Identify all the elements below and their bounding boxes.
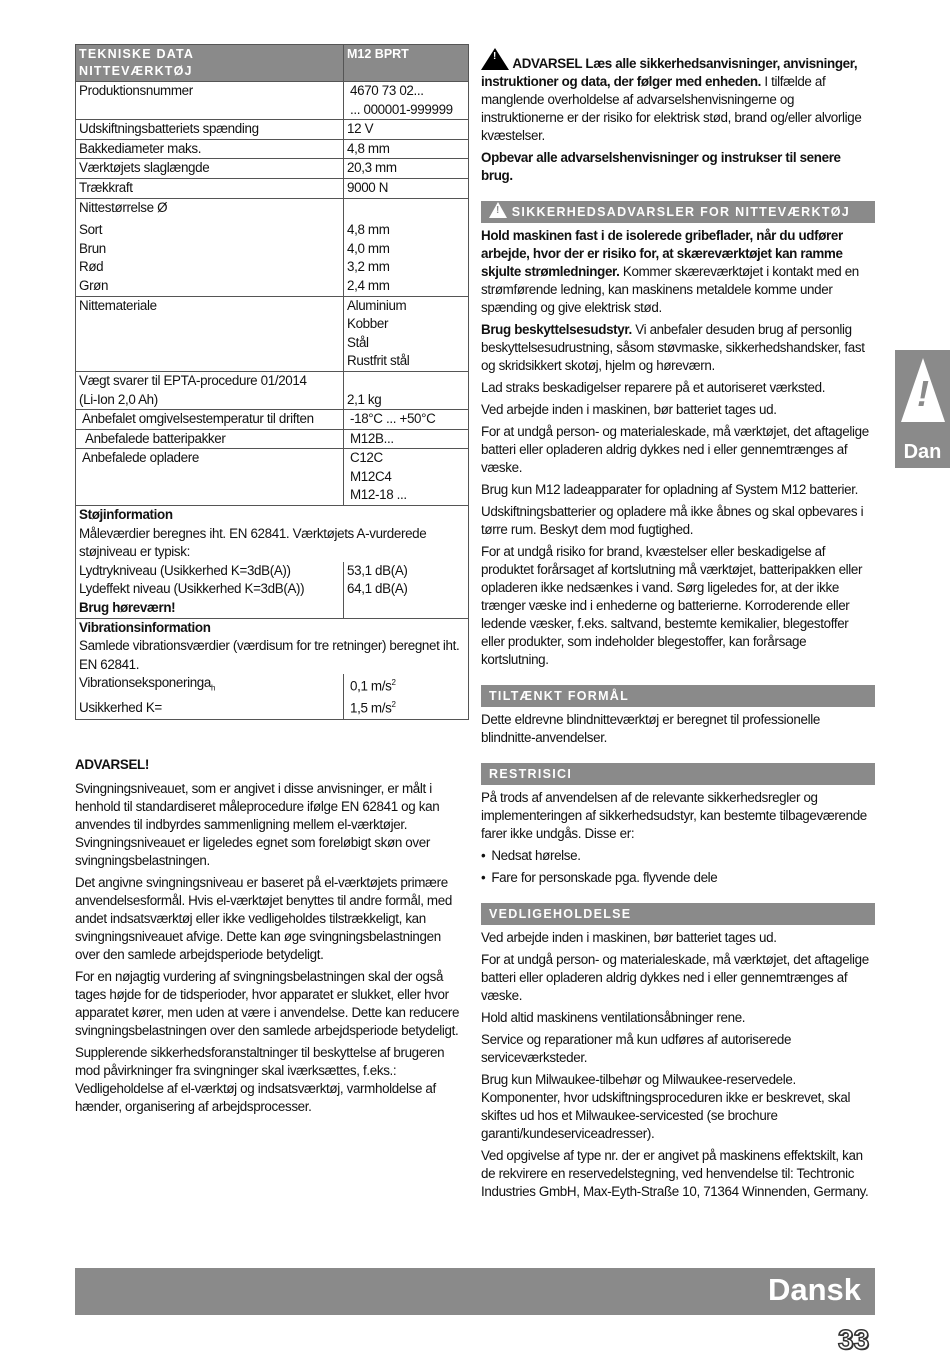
paragraph [481, 227, 875, 317]
paragraph-bold: Hold maskinen fast i de isolerede gribeflader, når du udfører arbejde, hvor der er risiko for, at skæreværktøjet kan ramme skjulte strømledninger. [481, 228, 843, 279]
noise-title: Støjinformation [79, 507, 173, 523]
section-header-residual-risks: RESTRISICI [481, 763, 875, 785]
rivet-size-label: Nittestørrelse Ø [79, 199, 168, 215]
noise-power-label: Lydeffekt niveau (Usikkerhed K=3dB(A)) [79, 581, 305, 597]
table-row [76, 618, 469, 674]
paragraph: Hold altid maskinens ventilationsåbninger rene. [481, 1010, 746, 1025]
warning-rest: I tilfælde af manglende overholdelse af advarselshenvisningerne og instruktionerne er der risiko for elektrisk stød, brand og/eller alvorlige kvæstelser. [481, 74, 862, 143]
page-number: 33 [838, 1324, 870, 1355]
material: Rustfrit stål [347, 353, 410, 369]
vibration-values [344, 674, 469, 719]
section-header-maintenance: VEDLIGEHOLDELSE [481, 903, 875, 925]
right-column [481, 44, 875, 1205]
table-row [76, 120, 469, 140]
prodnr-value-1: 4670 73 02... [350, 83, 424, 98]
vibration-a-sup: 2 [391, 678, 396, 688]
noise-pressure-value: 53,1 dB(A) [347, 562, 408, 578]
table-row [76, 198, 469, 296]
stroke-value: 20,3 mm [344, 159, 469, 179]
charger: M12-18 ... [350, 487, 407, 503]
warning-bold: ADVARSEL Læs alle sikkerhedsanvisninger, anvisninger, instruktioner og data, der følger med enheden. [481, 56, 858, 89]
paragraph: For at undgå risiko for brand, kvæstelser eller beskadigelse af produktet forårsaget af kortslutning må værktøjet, batteripakken eller opladeren ikke nedsænkes i vand. Sørg ligeledes for, at der ikke trænger væske ind i enhederne og batterierne. Korroderende eller ledende væsker, f.eks. saltvand, bestemte kemikalier, blegestoffer eller produkter, som indeholder blegestoffer, kan forårsage kortslutning. [481, 544, 863, 667]
list-item-text: Fare for personskade pga. flyvende dele [491, 870, 718, 885]
prodnr-value [344, 82, 469, 120]
vibration-k-label: Usikkerhed K= [79, 699, 162, 715]
table-row [76, 429, 469, 449]
rivet-size: 3,2 mm [347, 259, 390, 275]
noise-text: Måleværdier beregnes iht. EN 62841. Værktøjets A-vurderede støjniveau er typisk: [79, 525, 427, 560]
volt-label: Udskiftningsbatteriets spænding [76, 120, 344, 140]
vibration-a-sub: h [211, 684, 216, 694]
vibration-a-label [79, 674, 340, 698]
charger-values [344, 449, 469, 506]
rivet-color: Sort [79, 222, 103, 238]
table-row [76, 296, 469, 371]
material: Aluminium [347, 297, 407, 313]
paragraph [481, 321, 875, 375]
vibration-labels [76, 674, 344, 719]
rivet-color: Brun [79, 240, 106, 256]
section-header-safety [481, 201, 875, 223]
paragraph: Brug kun M12 ladeapparater for opladning af System M12 batterier. [481, 482, 858, 497]
battery-value: M12B... [344, 429, 469, 449]
table-row [76, 449, 469, 506]
table-row [76, 562, 469, 618]
vibration-a-value [350, 674, 465, 696]
rivet-size-cell [76, 198, 344, 296]
vibration-intro [76, 618, 469, 674]
model-name: M12 BPRT [344, 45, 469, 82]
noise-values [344, 562, 469, 618]
table-row [76, 674, 469, 719]
list-item [481, 847, 875, 865]
paragraph: For at undgå person- og materialeskade, må værktøjet, det aftagelige batteri eller opladeren aldrig dykkes ned i eller gennemtrænges af væske. [481, 952, 869, 1003]
jaw-label: Bakkediameter maks. [76, 139, 344, 159]
battery-label: Anbefalede batteripakker [76, 429, 344, 449]
noise-power-value: 64,1 dB(A) [347, 581, 408, 597]
warning-title: ADVARSEL! [75, 757, 149, 772]
technical-data-table [75, 44, 469, 720]
paragraph: Ved arbejde inden i maskinen, bør batteriet tages ud. [481, 402, 777, 417]
table-header-row [76, 45, 469, 82]
weight-value [344, 371, 469, 409]
prodnr-label: Produktionsnummer [76, 82, 344, 120]
rivet-size-values [344, 198, 469, 296]
paragraph: Dette eldrevne blindnitteværktøj er beregnet til professionelle blindnitte-anvendelser. [481, 712, 820, 745]
table-title-line1: TEKNISKE DATA [79, 47, 195, 61]
hearing-protection-warning: Brug høreværn! [79, 600, 176, 616]
table-row [76, 178, 469, 198]
noise-pressure-label: Lydtrykniveau (Usikkerhed K=3dB(A)) [79, 562, 291, 578]
paragraph: Lad straks beskadigelser reparere på et autoriseret værksted. [481, 380, 826, 395]
table-row [76, 410, 469, 430]
rivet-size: 4,0 mm [347, 240, 390, 256]
rivet-size: 2,4 mm [347, 277, 390, 293]
material-label: Nittemateriale [76, 296, 344, 371]
paragraph: Ved arbejde inden i maskinen, bør batteriet tages ud. [481, 930, 777, 945]
paragraph: Service og reparationer må kun udføres af autoriserede serviceværksteder. [481, 1032, 792, 1065]
footer-bar [75, 1268, 875, 1315]
list-item-text: Nedsat hørelse. [491, 848, 581, 863]
vibration-text: Samlede vibrationsværdier (værdisum for tre retninger) beregnet iht. EN 62841. [79, 638, 460, 672]
language-side-tab [895, 350, 950, 468]
temp-value: -18°C ... +50°C [344, 410, 469, 430]
paragraph: Brug kun Milwaukee-tilbehør og Milwaukee-reservedele. Komponenter, hvor udskiftningsproceduren ikke er beskrevet, skal skiftes ud hos et Milwaukee-servicested (se brochure garanti/kundeserviceadresser). [481, 1072, 851, 1141]
paragraph: Ved opgivelse af type nr. der er angivet på maskinens effektskilt, kan de rekvirere en reservedelstegning, ved henvendelse til: Techtronic Industries GmbH, Max-Eyth-Straße 10, 71364 Winnenden, Germany. [481, 1148, 869, 1199]
temp-label: Anbefalet omgivelsestemperatur til driften [76, 410, 344, 430]
paragraph: Supplerende sikkerhedsforanstaltninger til beskyttelse af brugeren mod påvirkninger fra svingninger skal iværksættes, f.eks.: Vedligeholdelse af el-værktøj og indsatsværktøj, varmholdelse af hænder, organisering af arbejdsprocesser. [75, 1045, 445, 1114]
left-warning-text [75, 756, 468, 1120]
table-row [76, 139, 469, 159]
paragraph: På trods af anvendelsen af de relevante sikkerhedsregler og implementeringen af sikkerhedsudstyr, kan bestemte tilbageværende farer ikke undgås. Disse er: [481, 790, 867, 841]
table-row [76, 82, 469, 120]
material-values [344, 296, 469, 371]
vibration-title: Vibrationsinformation [79, 619, 211, 635]
table-title [76, 45, 344, 82]
table-title-line2: NITTEVÆRKTØJ [79, 64, 193, 78]
table-row [76, 371, 469, 409]
weight-label-2: (Li-Ion 2,0 Ah) [79, 391, 158, 407]
vibration-k-value [350, 696, 465, 718]
paragraph: For at undgå person- og materialeskade, må værktøjet, det aftagelige batteri eller opladeren aldrig dykkes ned i eller gennemtrænges af væske. [481, 424, 869, 475]
exclamation-icon: ! [917, 373, 929, 414]
material: Stål [347, 334, 369, 350]
general-warning [481, 48, 875, 145]
section-header-intended-use: TILTÆNKT FORMÅL [481, 685, 875, 707]
paragraph: Det angivne svingningsniveau er baseret på el-værktøjets primære anvendelsesformål. Hvis el-værktøjet benyttes til andre formål, med andet indsatsværktøj eller ikke vedligeholdes tilstrækkeligt, kan svingningsniveauet afvige. Dette kan øge svingningsbelastningen over den samlede arbejdsperiode betydeligt. [75, 875, 452, 962]
charger-label: Anbefalede opladere [76, 449, 344, 506]
weight-label-1: Vægt svarer til EPTA-procedure 01/2014 [79, 372, 307, 388]
pull-label: Trækkraft [76, 178, 344, 198]
vibration-a-value-text: 0,1 m/s [350, 678, 392, 694]
paragraph: Udskiftningsbatterier og opladere må ikke åbnes og skal opbevares i tørre rum. Beskyt dem mod fugtighed. [481, 504, 864, 537]
rivet-size: 4,8 mm [347, 222, 390, 238]
paragraph-bold: Brug beskyttelsesudstyr. [481, 322, 632, 337]
pull-value: 9000 N [344, 178, 469, 198]
vibration-k-value-text: 1,5 m/s [350, 700, 392, 716]
rivet-color: Rød [79, 259, 104, 275]
list-item [481, 869, 875, 887]
stroke-label: Værktøjets slaglængde [76, 159, 344, 179]
paragraph: Svingningsniveauet, som er angivet i disse anvisninger, er målt i henhold til standardiseret måleprocedure ifølge EN 62841 og kan anvendes til indbyrdes sammenligning mellem el-værktøjer. Svingningsniveauet er ligeledes egnet som foreløbigt skøn over svingningsbelastningen. [75, 781, 440, 868]
table-row [76, 506, 469, 562]
noise-intro [76, 506, 469, 562]
rivet-color: Grøn [79, 277, 109, 293]
bullet: • [481, 848, 486, 863]
volt-value: 12 V [344, 120, 469, 140]
charger: C12C [350, 450, 383, 466]
section-header-safety-text: SIKKERHEDSADVARSLER FOR NITTEVÆRKTØJ [511, 205, 851, 219]
footer-language: Dansk [767, 1272, 861, 1307]
paragraph: For en nøjagtig vurdering af svingningsbelastningen skal der også tages højde for de tidsperioder, hvor apparatet er slukket, eller hvor apparatet kører, men uden at være i anvendelse. Dette kan reducere svingningsbelastningen over den samlede arbejdsperiode betydeligt. [75, 969, 460, 1038]
noise-values-labels [76, 562, 344, 618]
keep-instructions: Opbevar alle advarselshenvisninger og instrukser til senere brug. [481, 150, 841, 183]
paragraph-rest: Vi anbefaler desuden brug af personlig beskyttelsesudrustning, såsom støvmaske, sikkerhedshandsker, fast og skridsikkert skotøj, hjelm og høreværn. [481, 322, 865, 373]
jaw-value: 4,8 mm [344, 139, 469, 159]
weight-label [76, 371, 344, 409]
material: Kobber [347, 316, 389, 332]
table-row [76, 159, 469, 179]
paragraph-rest: Kommer skæreværktøjet i kontakt med en strømførende ledning, kan maskinens metaldele komme under spænding og give elektrisk stød. [481, 264, 859, 315]
vibration-k-sup: 2 [391, 700, 396, 710]
vibration-a-label-text: Vibrationseksponeringa [79, 675, 212, 691]
side-tab-label: Dan [903, 441, 942, 463]
prodnr-value-2: ... 000001-999999 [350, 101, 453, 117]
bullet: • [481, 870, 486, 885]
warning-icon [489, 202, 507, 218]
charger: M12C4 [350, 468, 392, 484]
weight-value-text: 2,1 kg [347, 391, 382, 407]
warning-icon [481, 48, 509, 70]
